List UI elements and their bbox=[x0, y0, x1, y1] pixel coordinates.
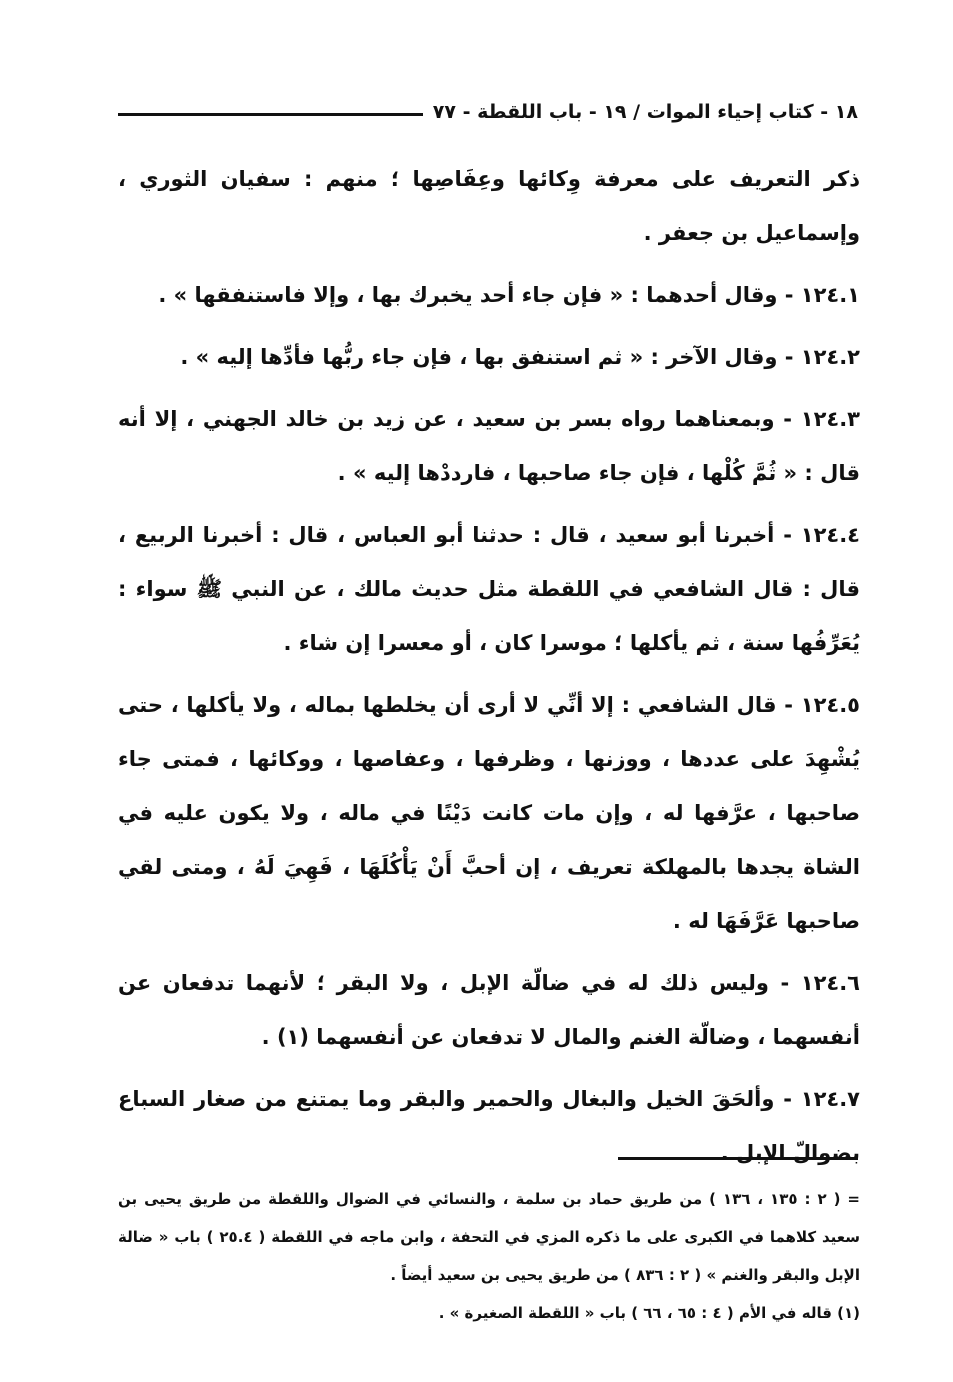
footnotes bbox=[118, 1180, 860, 1332]
paragraph-124-1: ١٢٤.١ - وقال أحدهما : « فإن جاء أحد يخبرك بها ، وإلا فاستنفقها » . bbox=[158, 283, 860, 307]
header-rule bbox=[118, 113, 423, 116]
paragraph-124-7: ١٢٤.٧ - وألحَقَ الخيل والبغال والحمير والبقر وما يمتنع من صغار السباع بضوالّ الإبل . bbox=[118, 1087, 860, 1165]
paragraph-124-6: ١٢٤.٦ - وليس ذلك له في ضالّة الإبل ، ولا البقر ؛ لأنهما تدفعان عن أنفسهما ، وضالّة الغنم والمال لا تدفعان عن أنفسهما (١) . bbox=[118, 971, 860, 1049]
paragraph-124-5: ١٢٤.٥ - قال الشافعي : إلا أنِّي لا أرى أن يخلطها بماله ، ولا يأكلها ، حتى يُشْهِدَ على عددها ، ووزنها ، وظرفها ، وعفاصها ، ووكائها ، فمتى جاء صاحبها ، عرَّفها له ، وإن مات كانت دَيْنًا في ماله ، ولا يكون عليه في الشاة يجدها بالمهلكة تعريف ، إن أحبَّ أَنْ يَأْكُلَهَا ، فَهِيَ لَهُ ، ومتى لقي صاحبها عَرَّفَهَا له . bbox=[118, 693, 860, 933]
footnote-continuation: = ( ٢ : ١٣٥ ، ١٣٦ ) من طريق حماد بن سلمة ، والنسائي في الضوال واللقطة من طريق يحيى بن سعيد كلاهما في الكبرى على ما ذكره المزي في التحفة ، وابن ماجه في اللقطة ( ٢٥.٤ ) باب « ضالة الإبل والبقر والغنم » ( ٢ : ٨٣٦ ) من طريق يحيى بن سعيد أيضاً . bbox=[118, 1190, 860, 1284]
footnote-1: (١) قاله في الأم ( ٤ : ٦٥ ، ٦٦ ) باب « اللقطة الصغيرة » . bbox=[438, 1304, 860, 1322]
body-text bbox=[118, 152, 860, 1180]
running-header bbox=[118, 92, 858, 132]
paragraph-124-2: ١٢٤.٢ - وقال الآخر : « ثم استنفق بها ، فإن جاء ربُّها فأدِّها إليه » . bbox=[180, 345, 860, 369]
paragraph-124-4: ١٢٤.٤ - أخبرنا أبو سعيد ، قال : حدثنا أبو العباس ، قال : أخبرنا الربيع ، قال : قال الشافعي في اللقطة مثل حديث مالك ، عن النبي ﷺ سواء : يُعَرِّفُها سنة ، ثم يأكلها ؛ موسرا كان ، أو معسرا إن شاء . bbox=[118, 523, 860, 655]
footnote-rule bbox=[618, 1157, 858, 1160]
header-title: ١٨ - كتاب إحياء الموات / ١٩ - باب اللقطة - ٧٧ bbox=[432, 101, 858, 123]
paragraph-intro: ذكر التعريف على معرفة وِكائها وعِفَاصِها ؛ منهم : سفيان الثوري ، وإسماعيل بن جعفر . bbox=[118, 167, 860, 245]
paragraph-124-3: ١٢٤.٣ - وبمعناهما رواه بسر بن سعيد ، عن زيد بن خالد الجهني ، إلا أنه قال : « ثُمَّ كُلْها ، فإن جاء صاحبها ، فارددْها إليه » . bbox=[118, 407, 860, 485]
